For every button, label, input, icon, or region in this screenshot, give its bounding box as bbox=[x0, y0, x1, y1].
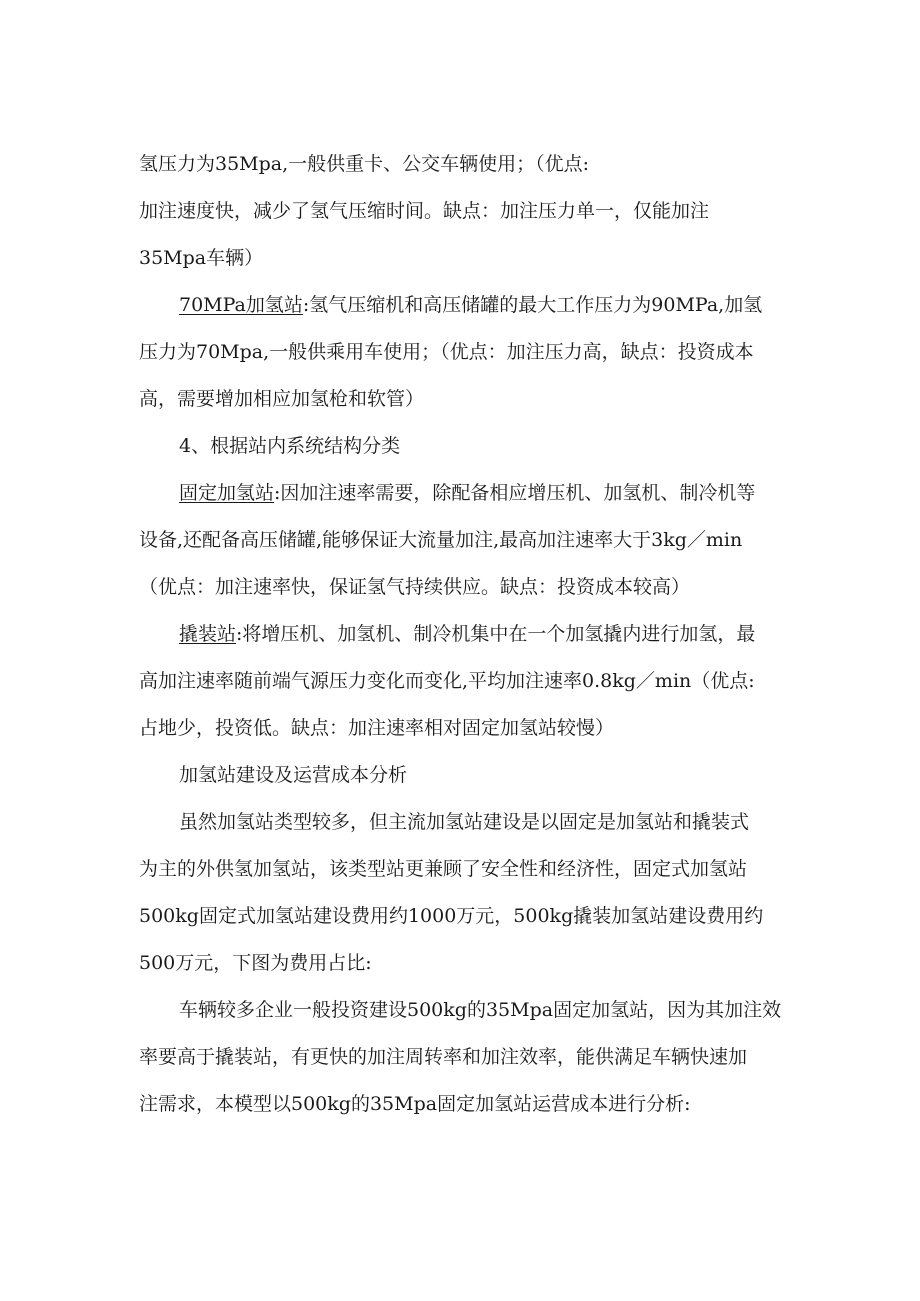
text-line: （优点：加注速率快，保证氢气持续供应。缺点：投资成本较高） bbox=[139, 576, 691, 598]
term-definition: :将增压机、加氢机、制冷机集中在一个加氢撬内进行加氢，最 bbox=[236, 623, 756, 645]
text-line: 车辆较多企业一般投资建设500kg的35Mpa固定加氢站，因为其加注效 bbox=[179, 999, 782, 1021]
text-line: 占地少，投资低。缺点：加注速率相对固定加氢站较慢） bbox=[139, 717, 615, 739]
term-definition: :氢气压缩机和高压储罐的最大工作压力为90MPa,加氢 bbox=[302, 294, 763, 316]
section-heading: 加氢站建设及运营成本分析 bbox=[179, 764, 408, 786]
text-line: 高，需要增加相应加氢枪和软管） bbox=[139, 388, 425, 410]
text-line: 为主的外供氢加氢站，该类型站更兼顾了安全性和经济性，固定式加氢站 bbox=[139, 858, 748, 880]
text-line: 高加注速率随前端气源压力变化而变化,平均加注速率0.8kg／min（优点: bbox=[139, 670, 755, 692]
section-heading: 4、根据站内系统结构分类 bbox=[179, 435, 401, 457]
term-70mpa-station: 70MPa加氢站 bbox=[179, 294, 303, 316]
paragraph-fixed-station bbox=[139, 470, 785, 517]
text-line: 率要高于撬装站，有更快的加注周转率和加注效率，能供满足车辆快速加 bbox=[139, 1046, 748, 1068]
text-line: 压力为70Mpa,一般供乘用车使用；（优点：加注压力高，缺点：投资成本 bbox=[139, 341, 754, 363]
text-line: 35Mpa车辆） bbox=[139, 247, 264, 269]
text-line: 设备,还配备高压储罐,能够保证大流量加注,最高加注速率大于3kg／min bbox=[139, 529, 743, 551]
term-skid-station: 撬装站 bbox=[179, 623, 237, 645]
text-line: 500kg固定式加氢站建设费用约1000万元，500kg撬装加氢站建设费用约 bbox=[139, 905, 764, 927]
term-fixed-station: 固定加氢站 bbox=[179, 482, 275, 504]
text-line: 加注速度快，减少了氢气压缩时间。缺点：加注压力单一，仅能加注 bbox=[139, 200, 710, 222]
body-text bbox=[139, 141, 785, 1128]
term-definition: :因加注速率需要，除配备相应增压机、加氢机、制冷机等 bbox=[274, 482, 756, 504]
paragraph-70mpa-station bbox=[139, 282, 785, 329]
paragraph-skid-station bbox=[139, 611, 785, 658]
text-line: 注需求，本模型以500kg的35Mpa固定加氢站运营成本进行分析: bbox=[139, 1093, 691, 1115]
text-line: 虽然加氢站类型较多，但主流加氢站建设是以固定是加氢站和撬装式 bbox=[179, 811, 750, 833]
text-line: 氢压力为35Mpa,一般供重卡、公交车辆使用；（优点: bbox=[139, 153, 590, 175]
text-line: 500万元，下图为费用占比: bbox=[139, 952, 372, 974]
